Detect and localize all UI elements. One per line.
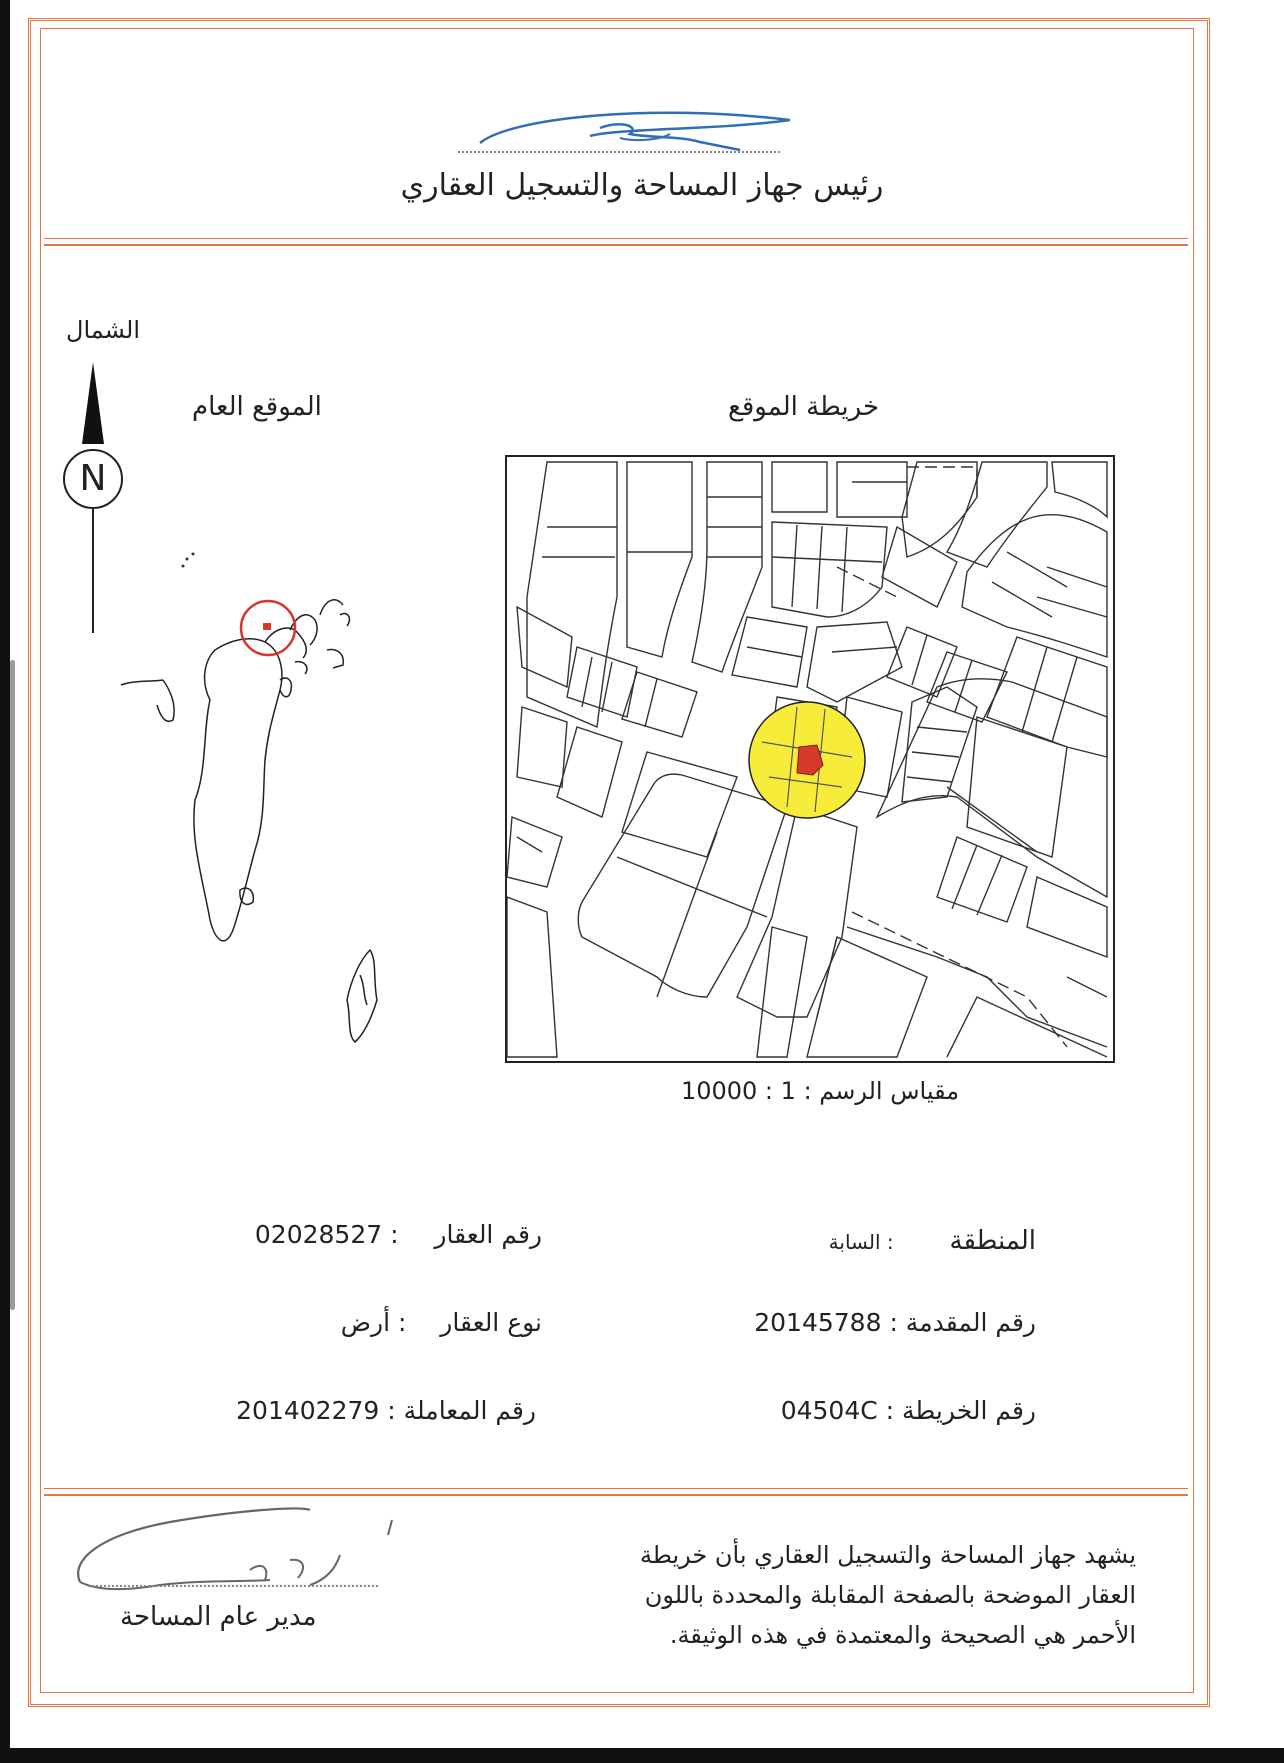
property-number-label: رقم العقار <box>434 1220 542 1249</box>
certification-text: يشهد جهاز المساحة والتسجيل العقاري بأن خريطة العقار الموضحة بالصفحة المقابلة والمحددة باللون الأحمر هي الصحيحة والمعتمدة في هذه الوثيقة. <box>639 1541 1136 1649</box>
president-signature <box>470 98 800 158</box>
map-number-row <box>781 1396 1036 1425</box>
director-signature-line <box>88 1585 378 1587</box>
transaction-number-label: رقم المعاملة : <box>387 1396 536 1425</box>
map-number-label: رقم الخريطة : <box>885 1396 1036 1425</box>
property-number-value: : 02028527 <box>254 1220 399 1249</box>
scrollbar[interactable] <box>10 660 15 1310</box>
signatory-title: مدير عام المساحة <box>120 1602 317 1632</box>
scale-label: مقياس الرسم : <box>803 1077 960 1105</box>
property-number-row <box>255 1220 542 1249</box>
property-type-row <box>341 1308 542 1337</box>
property-type-value: : أرض <box>340 1308 407 1337</box>
area-value: : السابة <box>828 1230 894 1254</box>
scan-edge-left <box>0 0 10 1763</box>
scan-edge-bottom <box>0 1748 1284 1763</box>
director-signature <box>70 1500 400 1595</box>
site-map-parcels <box>507 457 1113 1061</box>
area-row <box>829 1226 1036 1256</box>
site-map <box>505 455 1115 1063</box>
general-location-title: الموقع العام <box>192 392 322 422</box>
signature-line <box>458 151 780 153</box>
header-divider <box>44 238 1188 246</box>
scale-value: 1 : 10000 <box>680 1077 796 1105</box>
scale-row <box>560 1077 1080 1105</box>
plot-number-row <box>754 1308 1036 1337</box>
bahrain-outline-map <box>115 530 415 1070</box>
footer-divider <box>44 1488 1188 1496</box>
site-map-title: خريطة الموقع <box>728 392 880 422</box>
transaction-number-value: 201402279 <box>236 1396 380 1425</box>
plot-number-value: 20145788 <box>754 1308 882 1337</box>
north-letter: N <box>79 458 107 499</box>
signature-caption: رئيس جهاز المساحة والتسجيل العقاري <box>400 168 884 203</box>
plot-number-label: رقم المقدمة : <box>889 1308 1036 1337</box>
transaction-number-row <box>236 1396 536 1425</box>
property-type-label: نوع العقار <box>440 1308 542 1337</box>
north-label: الشمال <box>66 316 141 344</box>
area-label: المنطقة <box>949 1226 1036 1256</box>
map-number-value: 04504C <box>780 1396 878 1425</box>
